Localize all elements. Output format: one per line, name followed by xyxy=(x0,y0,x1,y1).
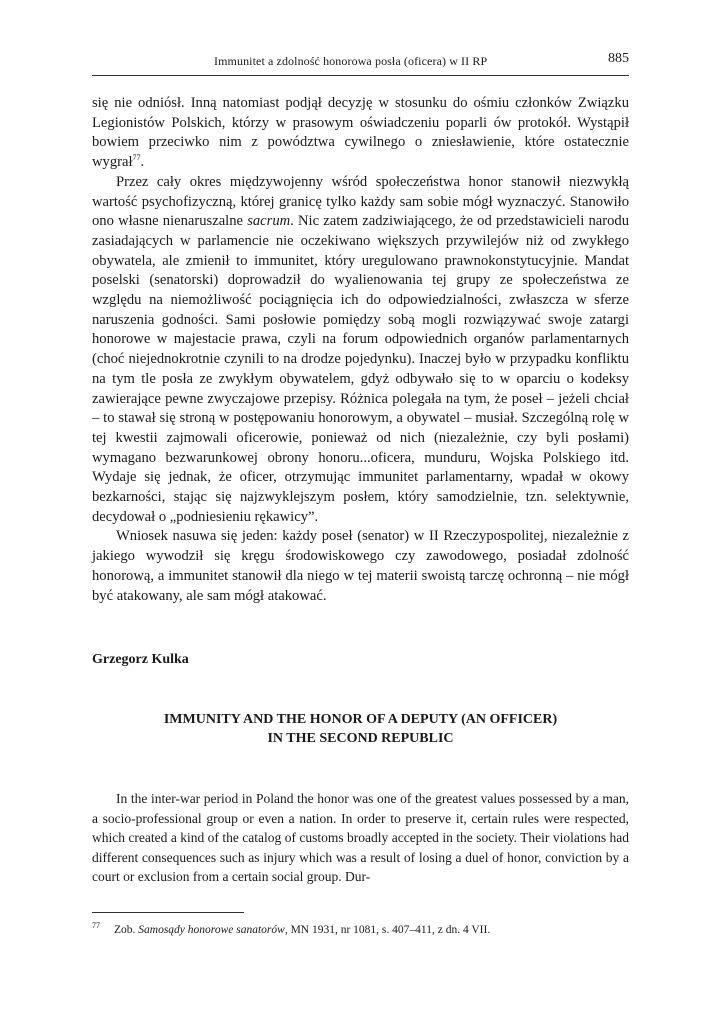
page-number: 885 xyxy=(608,51,629,66)
paragraph-2-rest: . Nic zatem zadziwiającego, że od przedstawicieli narodu zasiadających w parlamencie nie oczekiwano większych przywilejów niż od zwykłego obywatela, ale zmienił to immunitet, który uregulowano prawnokonstytucyjnie. Mandat poselski (senatorski) doprowadził do wyalienowania tej grupy ze społeczeństwa ze względu na niemożliwość pociągnięcia ich do odpowiedzialności, zwłaszcza w sferze naruszenia godności. Sami posłowie pomiędzy sobą mogli rozwiązywać swoje zatargi honorowe w majestacie prawa, czyli na forum odpowiednich organów parlamentarnych (choć niejednokrotnie czynili to na drodze pojedynku). Inaczej było w przypadku konfliktu na tym tle posła ze zwykłym obywatelem, gdyż odbywało się to w oparciu o kodeksy zawierające pewne zwyczajowe przepisy. Różnica polegała na tym, że poseł – jeżeli chciał – to stawał się stroną w postępowaniu honorowym, a obywatel – musiał. Szczególną rolę w tej kwestii zajmowali oficerowie, ponieważ od nich (niezależnie, czy byli posłami) wymagano bezwarunkowej obrony honoru...oficera, munduru, Wojska Polskiego itd. Wydaje się jednak, że oficer, otrzymując immunitet parlamentarny, wpadał w okowy bezkarności, stając się najzwyklejszym posłem, który samodzielnie, tzn. selektywnie, decydował o „podniesieniu rękawicy”. xyxy=(92,213,629,525)
paragraph-2-start: Przez cały okres międzywojenny wśród społeczeństwa honor stanowił niezwykłą wartość psychofizyczną, której granicę tylko każdy sam sobie mógł wyznaczyć. Stanowiło ono własne nienaruszalne xyxy=(92,173,629,230)
footnote-rest: , MN 1931, nr 1081, s. 407–411, z dn. 4 VII. xyxy=(284,923,491,936)
paragraph-1-end: . xyxy=(140,154,145,171)
footnote-rule xyxy=(92,912,244,913)
paragraph-3: Wniosek nasuwa się jeden: każdy poseł (senator) w II Rzeczypospolitej, niezależnie z jakiego wywodził się kręgu środowiskowego czy zawodowego, posiadał zdolność honorową, a immunitet stanowił dla niego w tej materii swoistą tarczę ochronną – nie mógł być atakowany, ale sam mógł atakować. xyxy=(92,528,629,604)
page-header xyxy=(92,51,629,71)
footnote-prefix: Zob. xyxy=(114,923,139,936)
footnote-reference: 77 xyxy=(132,153,141,163)
summary-title-line-2: IN THE SECOND REPUBLIC xyxy=(267,731,454,747)
summary-author: Grzegorz Kulka xyxy=(92,652,189,668)
running-title: Immunitet a zdolność honorowa posła (oficera) w II RP xyxy=(214,54,488,68)
footnote-italic-title: Samosądy honorowe sanatorów xyxy=(138,923,285,936)
paragraph-1-text: się nie odniósł. Inną natomiast podjął decyzję w stosunku do ośmiu członków Związku Legionistów Polskich, którzy w prasowym oświadczeniu poparli ów protokół. Wystąpił bowiem przeciwko nim z powództwa cywilnego o zniesławienie, które ostatecznie wygrał xyxy=(92,95,629,171)
main-text xyxy=(92,94,629,886)
footnote-77 xyxy=(92,918,629,938)
paragraph-2 xyxy=(92,173,629,528)
summary-abstract: In the inter-war period in Poland the honor was one of the greatest values possessed by a man, a socio-professional group or even a nation. In order to preserve it, certain rules were respected, which created a kind of the catalog of customs broadly accepted in the society. Their violations had different consequences such as injury which was a result of losing a duel of honor, conviction by a court or exclusion from a certain social group. Dur- xyxy=(92,791,629,884)
header-rule xyxy=(92,75,629,76)
footnote-number: 77 xyxy=(92,921,100,930)
summary-title xyxy=(92,710,629,748)
summary-title-line-1: IMMUNITY AND THE HONOR OF A DEPUTY (AN OFFICER) xyxy=(163,712,558,728)
sacrum-emphasis: sacrum xyxy=(247,213,291,230)
paragraph-1 xyxy=(92,94,629,173)
